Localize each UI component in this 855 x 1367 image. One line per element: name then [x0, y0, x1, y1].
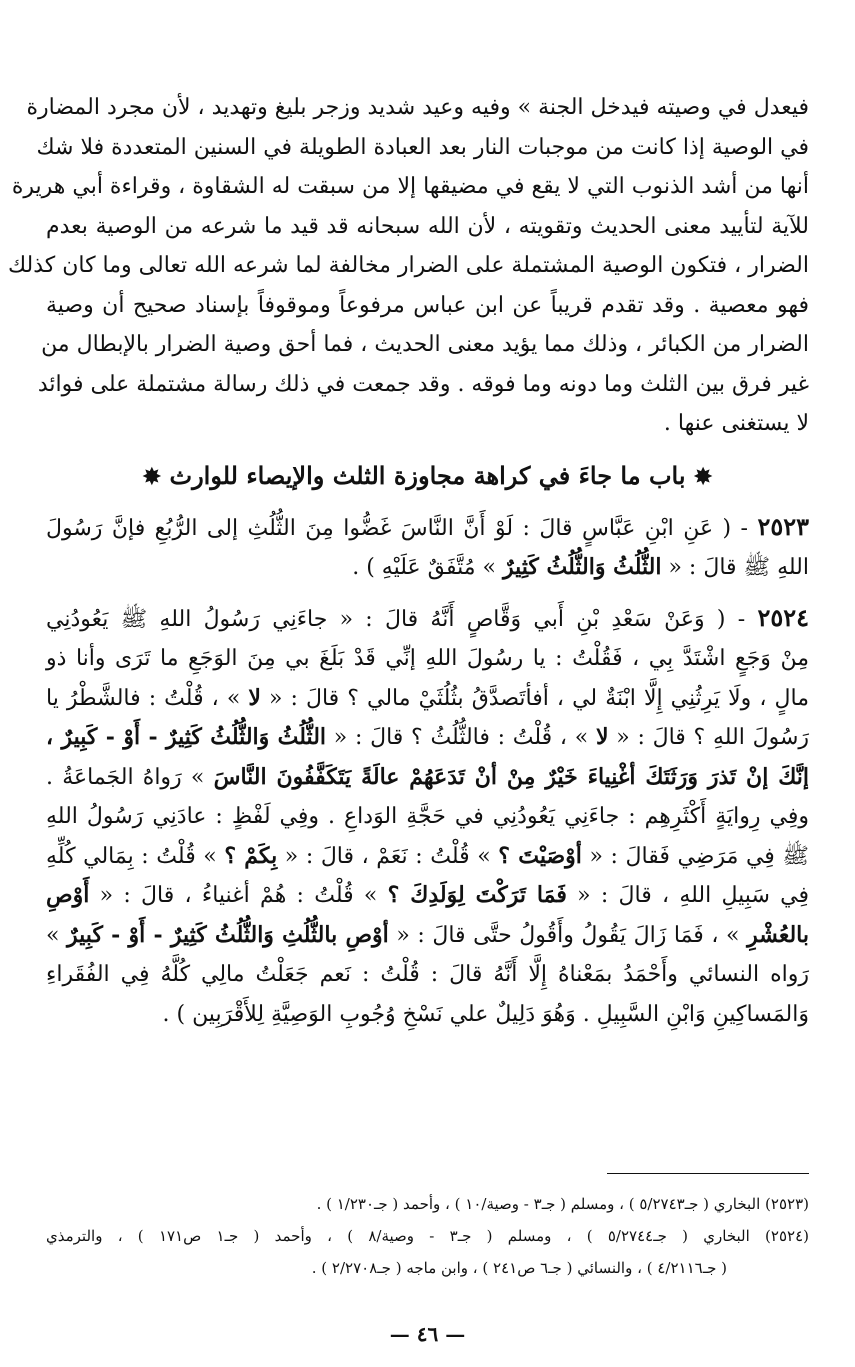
- commentary-line: فيعدل في وصيته فيدخل الجنة » وفيه وعيد شديد وزجر بليغ وتهديد ، لأن مجرد المضارة: [26, 95, 809, 120]
- hadith-2523: [46, 507, 809, 588]
- commentary-line: فهو معصية . وقد تقدم قريباً عن ابن عباس مرفوعاً وموقوفاً بإسناد صحيح أن وصية: [46, 292, 809, 318]
- hadith-line: وَالمَساكِينِ وَابْنِ السَّبِيلِ . وَهُوَ دَلِيلٌ علي نَسْخِ وُجُوبِ الوَصِيَّةِ لِلأَقْرَبِين ) .: [162, 1001, 809, 1027]
- hadith-line: فِي سَبِيلِ اللهِ ، قالَ : « فَمَا تَرَكْتَ لِوَلَدِكَ ؟ » قُلْتُ : هُمْ أغنياءُ ، قالَ : « أَوْصِ: [46, 882, 809, 908]
- prophetic-quote: الثُّلُثُ وَالثُّلُثُ كَثِيرٌ - أَوْ - كَبِيرٌ ،: [46, 724, 327, 750]
- footnote-2523: (٢٥٢٣) البخاري ( جـ٥/٢٧٤٣ ) ، ومسلم ( جـ٣ - وصية/١٠ ) ، وأحمد ( جـ١/٢٣٠ ) .: [316, 1195, 809, 1213]
- commentary-line: في الوصية إذا كانت من موجبات النار بعد العبادة الطويلة في السنين المتعددة فلا شك: [36, 134, 809, 160]
- commentary-line: غير فرق بين الثلث وما دونه وما فوقه . وقد جمعت في ذلك رسالة مشتملة على فوائد: [37, 371, 809, 397]
- prophetic-quote: أوْصِ بالثُّلُثِ وَالثُّلُثُ كَثِيرٌ - أَوْ - كَبِيرٌ: [67, 921, 389, 948]
- prophetic-quote: بِكَمْ ؟: [224, 842, 278, 869]
- hadith-line: بالعُشْرِ » ، فَمَا زَالَ يَقُولُ وأَقُولُ حتَّى قالَ : « أوْصِ بالثُّلُثِ وَالثُّلُثُ كَثِيرٌ - أَوْ - كَبِيرٌ »: [46, 921, 809, 948]
- hadith-line: اللهِ ﷺ قالَ : « الثُّلُثُ وَالثُّلُثُ كَثِيرٌ » مُتَّفَقٌ عَلَيْهِ ) .: [352, 554, 809, 580]
- footnote-divider: [607, 1173, 809, 1174]
- hadith-line: مالٍ ، ولَا يَرِثُنِي إِلَّا ابْنَةٌ لي ، أفأتَصدَّقُ بثُلُثَيْ مالي ؟ قالَ : « لا » ، قُلْتُ : فالشَّطْرُ يا: [46, 684, 809, 711]
- chapter-heading: [46, 456, 809, 497]
- prophetic-quote: لا: [248, 684, 261, 711]
- hadith-number: ٢٥٢٣: [757, 511, 809, 541]
- hadith-line: وفِي رِوايَةٍ أَكْثَرِهِم : جاءَنِي يَعُودُنِي في حَجَّةِ الوَداعِ . وفِي لَفْظٍ : عادَنِي رَسُولُ اللهِ: [46, 804, 809, 829]
- hadith-line: رَسُولَ اللهِ ؟ قالَ : « لا » ، قُلْتُ : فالثُّلُثُ ؟ قالَ : « الثُّلُثُ وَالثُّلُثُ كَثِيرٌ - أَوْ - كَبِيرٌ ،: [46, 724, 809, 750]
- hadith-number: ٢٥٢٤: [757, 602, 809, 632]
- page-number: — ٤٦ —: [389, 1322, 466, 1346]
- commentary-line: للآية لتأييد معنى الحديث وتقويته ، لأن الله سبحانه قد قيد ما شرعه من الوصية بعدم: [46, 213, 809, 239]
- hadith-line: رَواه النسائي وأَحْمَدُ بمَعْناهُ إِلَّا أَنَّهُ قالَ : قُلْتُ : نَعم جَعَلْتُ مالِي كُلَّهُ فِي الفُقَراءِ: [46, 962, 809, 987]
- hadith-line: ٢٥٢٤ - ( وَعَنْ سَعْدِ بْنِ أَبي وَقَّاصٍ أَنَّهُ قالَ : « جاءَنِي رَسُولُ اللهِ ﷺ يَعُودُنِي: [46, 602, 809, 632]
- chapter-title: باب ما جاءَ في كراهة مجاوزة الثلث والإيصاء للوارث: [169, 460, 686, 490]
- hadith-line: ٢٥٢٣ - ( عَنِ ابْنِ عَبَّاسٍ قالَ : لَوْ أَنَّ النَّاسَ غَضُّوا مِنَ الثُّلُثِ إلى الرُّبُعِ فإنَّ رَسُولَ: [46, 511, 809, 541]
- commentary-line: الضرار ، فتكون الوصية المشتملة على الضرار مخالفة لما شرعه الله تعالى وما كان كذلك: [7, 253, 809, 278]
- prophetic-quote: لا: [595, 724, 609, 750]
- prophetic-quote: أوْصَيْتَ ؟: [498, 842, 582, 869]
- prophetic-quote: فَمَا تَرَكْتَ لِوَلَدِكَ ؟: [387, 882, 567, 908]
- hadith-2524: [46, 598, 809, 1035]
- star-ornament-icon: ✸: [142, 463, 162, 490]
- commentary-line: لا يستغنى عنها .: [663, 411, 809, 436]
- commentary-paragraph: [7, 88, 809, 444]
- hadith-line: مِنْ وَجَعٍ اشْتَدَّ بِي ، فَقُلْتُ : يا رسُولَ اللهِ إنِّي قَدْ بَلَغَ بي مِنَ الوَجَعِ ما تَرَى وأنا ذو: [46, 646, 809, 671]
- prophetic-quote: أَوْصِ: [46, 882, 90, 908]
- prophetic-quote: إنَّكَ إنْ تَذرَ وَرَثَتَكَ أغْنِياءَ خَيْرٌ مِنْ أنْ تَدَعَهُمْ عالَةً يَتَكَفَّفُونَ النَّاسَ: [213, 763, 809, 790]
- footnotes: [46, 1188, 809, 1284]
- prophetic-quote: بالعُشْرِ: [747, 921, 809, 948]
- commentary-line: الضرار من الكبائر ، وذلك مما يؤيد معنى الحديث ، فما أحق وصية الضرار بالإبطال من: [41, 332, 809, 357]
- footnote-2524-continued: ( جـ٤/٢١١٦ ) ، والنسائي ( جـ٦ ص٢٤١ ) ، وابن ماجه ( جـ٢/٢٧٠٨ ) .: [311, 1259, 727, 1277]
- hadith-line: إنَّكَ إنْ تَذرَ وَرَثَتَكَ أغْنِياءَ خَيْرٌ مِنْ أنْ تَدَعَهُمْ عالَةً يَتَكَفَّفُونَ النَّاسَ » رَواهُ الجَماعَةُ .: [46, 763, 809, 790]
- footnote-2524: (٢٥٢٤) البخاري ( جـ٥/٢٧٤٤ ) ، ومسلم ( جـ٣ - وصية/٨ ) ، وأحمد ( جـ١ ص١٧١ ) ، والترمذي: [46, 1227, 809, 1245]
- star-ornament-icon: ✸: [693, 463, 713, 490]
- commentary-line: أنها من أشد الذنوب التي لا يقع في مضيقها إلا من سبقت له الشقاوة ، وقراءة أبي هريرة: [11, 174, 809, 199]
- prophetic-quote: الثُّلُثُ وَالثُّلُثُ كَثِيرٌ: [502, 554, 662, 580]
- hadith-line: ﷺ فِي مَرَضِي فَقالَ : « أوْصَيْتَ ؟ » قُلْتُ : نَعَمْ ، قالَ : « بِكَمْ ؟ » قُلْتُ : بِمَالي كُلِّهِ: [46, 842, 809, 869]
